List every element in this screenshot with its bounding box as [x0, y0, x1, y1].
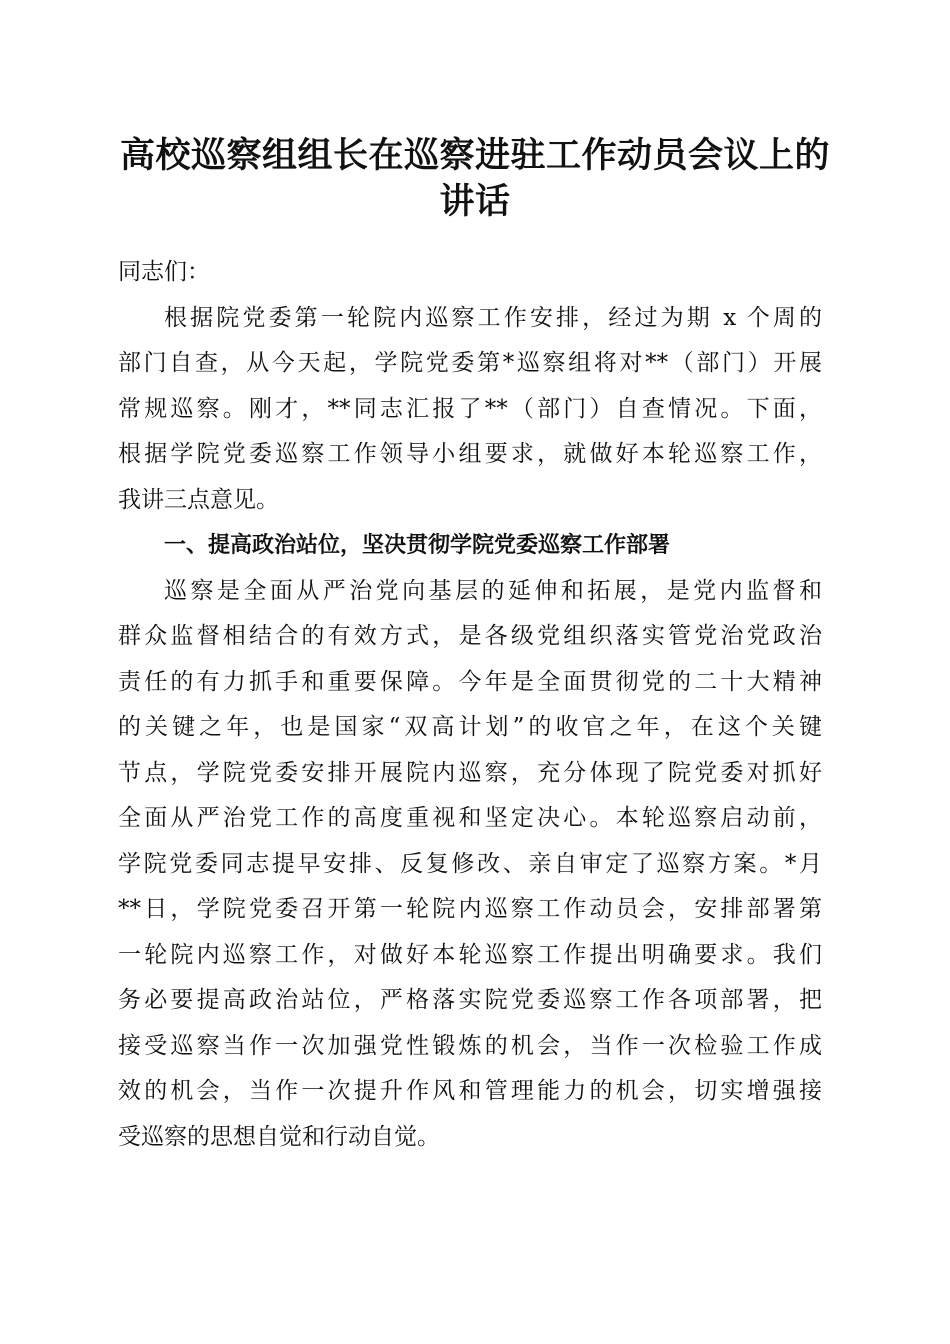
paragraph-line: 接受巡察当作一次加强党性锻炼的机会，当作一次检验工作成: [118, 1032, 822, 1059]
paragraph-1: [118, 296, 822, 524]
paragraph-line: 一轮院内巡察工作，对做好本轮巡察工作提出明确要求。我们: [118, 941, 822, 968]
section-heading: 一、提高政治站位，坚决贯彻学院党委巡察工作部署: [164, 533, 671, 558]
paragraph-line: 效的机会，当作一次提升作风和管理能力的机会，切实增强接: [118, 1078, 822, 1104]
paragraph-line: 受巡察的思想自觉和行动自觉。: [118, 1123, 440, 1150]
paragraph-line: 巡察是全面从严治党向基层的延伸和拓展，是党内监督和: [164, 577, 822, 604]
document-title: [100, 133, 850, 225]
paragraph-line: 根据院党委第一轮院内巡察工作安排，经过为期 x 个周的: [164, 304, 822, 331]
paragraph-line: **日，学院党委召开第一轮院内巡察工作动员会，安排部署第: [118, 896, 822, 922]
paragraph-line: 常规巡察。刚才，**同志汇报了**（部门）自查情况。下面，: [118, 395, 822, 422]
paragraph-line: 全面从严治党工作的高度重视和坚定决心。本轮巡察启动前，: [118, 805, 822, 831]
paragraph-line: 节点，学院党委安排开展院内巡察，充分体现了院党委对抓好: [118, 759, 822, 786]
title-line: 高校巡察组组长在巡察进驻工作动员会议上的: [119, 135, 830, 176]
paragraph-line: 务必要提高政治站位，严格落实院党委巡察工作各项部署，把: [118, 987, 822, 1013]
paragraph-line: 根据学院党委巡察工作领导小组要求，就做好本轮巡察工作，: [118, 441, 822, 467]
paragraph-line: 责任的有力抓手和重要保障。今年是全面贯彻党的二十大精神: [118, 668, 822, 695]
greeting: 同志们：: [118, 259, 210, 285]
paragraph-line: 部门自查，从今天起，学院党委第*巡察组将对**（部门）开展: [118, 350, 822, 376]
paragraph-line: 学院党委同志提早安排、反复修改、亲自审定了巡察方案。*月: [118, 850, 822, 877]
title-line: 讲话: [439, 181, 511, 222]
paragraph-2: [118, 569, 822, 1161]
document-body: [118, 250, 822, 1160]
paragraph-line: 我讲三点意见。: [118, 486, 279, 513]
paragraph-line: 的关键之年，也是国家“双高计划”的收官之年，在这个关键: [118, 714, 822, 740]
paragraph-line: 群众监督相结合的有效方式，是各级党组织落实管党治党政治: [118, 623, 822, 649]
